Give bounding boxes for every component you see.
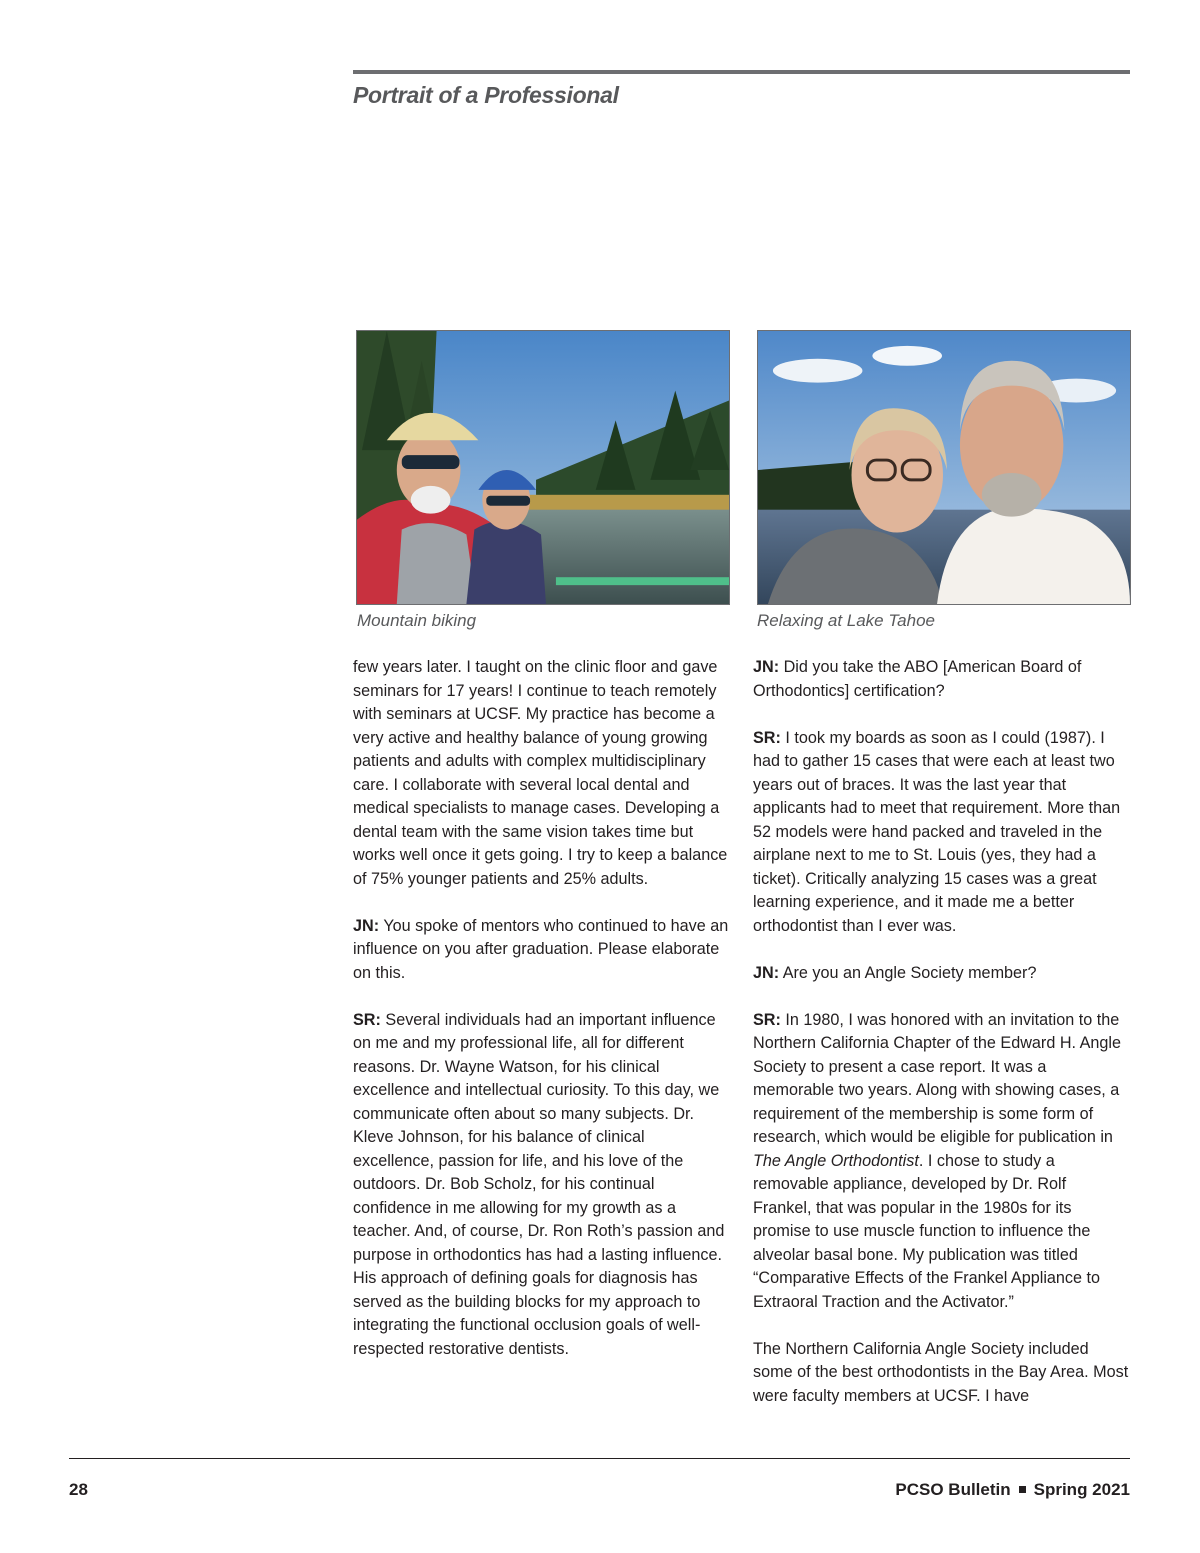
body-paragraph: few years later. I taught on the clinic floor and gave seminars for 17 years! I continue to teach remotely with seminars at UCSF. My practice has become a very active and healthy balance of young growing patients and adults with complex multidisciplinary care. I collaborate with several local dental and medical specialists to manage cases. Developing a dental team with the same vision takes time but works well once it gets going. I try to keep a balance of 75% younger patients and 25% adults. <box>353 658 728 888</box>
footer-publication <box>895 1480 1130 1500</box>
journal-title: The Angle Orthodontist <box>753 1151 919 1170</box>
speaker-label: JN: <box>753 658 780 676</box>
interview-answer <box>753 1009 1129 1315</box>
question-text: Did you take the ABO [American Board of Orthodontics] certification? <box>753 658 1082 700</box>
publication-name: PCSO Bulletin <box>895 1480 1011 1499</box>
photo-caption: Mountain biking <box>357 611 477 630</box>
header-rule <box>353 70 1130 74</box>
lake-tahoe-photo <box>757 330 1131 605</box>
interview-question <box>353 915 729 986</box>
question-text: Are you an Angle Society member? <box>782 963 1037 982</box>
speaker-label: SR: <box>353 1010 381 1029</box>
interview-answer <box>753 727 1129 939</box>
answer-text: Several individuals had an important influence on me and my professional life, all for different reasons. Dr. Wayne Watson, for his clinical excellence and intellectual curiosity. To this day, we communicate often about so many subjects. Dr. Kleve Johnson, for his balance of clinical excellence, passion for life, and his love of the outdoors. Dr. Bob Scholz, for his continual confidence in me allowing for my growth as a teacher. And, of course, Dr. Ron Roth’s passion and purpose in orthodontics has had a lasting influence. His approach of defining goals for diagnosis has served as the building blocks for my approach to integrating the functional occlusion goals of well-respected restorative dentists. <box>353 1010 725 1358</box>
right-column <box>753 656 1129 1408</box>
answer-text: In 1980, I was honored with an invitation to the Northern California Chapter of the Edward H. Angle Society to present a case report. It was a memorable two years. Along with showing cases, a requirement of the membership is some form of research, which would be eligible for publication in <box>753 1010 1122 1146</box>
body-paragraph: The Northern California Angle Society included some of the best orthodontists in the Bay Area. Most were faculty members at UCSF. I have <box>753 1339 1129 1405</box>
speaker-label: SR: <box>753 1010 781 1029</box>
footer-rule <box>69 1458 1130 1459</box>
speaker-label: SR: <box>753 728 781 747</box>
question-text: You spoke of mentors who continued to have an influence on you after graduation. Please elaborate on this. <box>353 916 729 982</box>
square-bullet-icon <box>1019 1486 1026 1493</box>
photo-caption: Relaxing at Lake Tahoe <box>757 611 936 630</box>
left-column <box>353 656 729 1361</box>
section-title: Portrait of a Professional <box>353 82 619 108</box>
answer-text: I took my boards as soon as I could (1987). I had to gather 15 cases that were each at least two years out of braces. It was the last year that applicants had to meet that requirement. More than 52 models were hand packed and traveled in the airplane next to me to St. Louis (yes, they had a ticket). Critically analyzing 15 cases was a great learning experience, and it made me a better orthodontist than I ever was. <box>753 728 1121 935</box>
interview-question <box>753 656 1129 703</box>
answer-text: . I chose to study a removable appliance, developed by Dr. Rolf Frankel, that was popular in the 1980s for its promise to use muscle function to influence the alveolar basal bone. My publication was titled “Comparative Effects of the Frankel Appliance to Extraoral Traction and the Activator.” <box>753 1151 1101 1311</box>
issue-date: Spring 2021 <box>1033 1480 1130 1499</box>
page-number: 28 <box>69 1480 88 1499</box>
speaker-label: JN: <box>353 916 380 935</box>
speaker-label: JN: <box>753 963 780 982</box>
mountain-biking-photo <box>356 330 730 605</box>
interview-answer <box>353 1009 729 1362</box>
interview-question <box>753 962 1129 986</box>
